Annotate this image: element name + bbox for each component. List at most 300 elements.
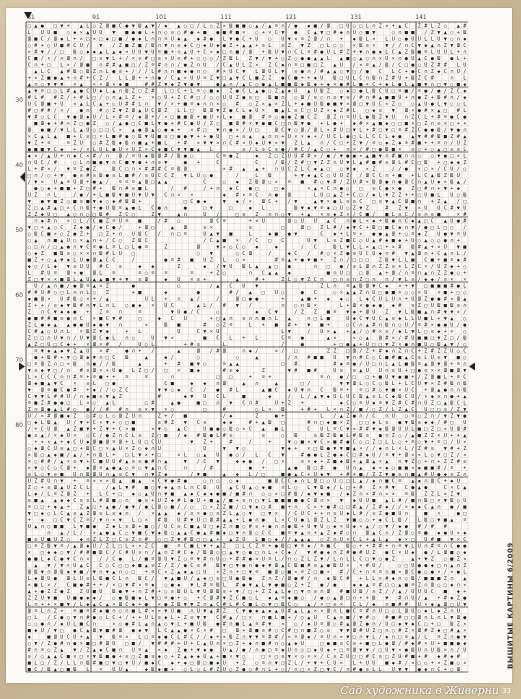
stitch-symbol: +: [288, 504, 291, 510]
stitch-symbol: ◆: [457, 186, 461, 192]
stitch-symbol: ◆: [379, 446, 383, 452]
stitch-symbol: #: [301, 153, 305, 159]
stitch-symbol: ∩: [99, 62, 102, 68]
stitch-symbol: L: [164, 140, 167, 146]
stitch-symbol: ▲: [28, 589, 32, 595]
stitch-symbol: ≡: [398, 127, 401, 133]
stitch-symbol: ×: [294, 569, 297, 575]
stitch-symbol: C: [372, 173, 375, 179]
stitch-symbol: ≡: [379, 199, 382, 205]
stitch-symbol: □: [145, 439, 148, 445]
stitch-symbol: ▲: [34, 69, 38, 75]
stitch-symbol: □: [340, 504, 343, 510]
stitch-symbol: ■: [392, 95, 396, 101]
stitch-symbol: +: [151, 114, 154, 120]
stitch-symbol: ■: [372, 160, 376, 166]
stitch-symbol: Ш: [132, 108, 135, 114]
stitch-symbol: Z: [73, 426, 76, 432]
stitch-symbol: #: [392, 355, 396, 361]
stitch-symbol: ●: [216, 82, 220, 88]
stitch-symbol: C: [47, 446, 50, 452]
stitch-symbol: ×: [34, 153, 37, 159]
stitch-symbol: ●: [457, 127, 461, 133]
stitch-symbol: ◆: [307, 543, 311, 549]
stitch-symbol: ■: [60, 602, 64, 608]
stitch-symbol: ▲: [236, 361, 240, 367]
stitch-symbol: ◆: [333, 524, 337, 530]
stitch-symbol: /: [99, 153, 102, 159]
stitch-symbol: #: [398, 303, 402, 309]
stitch-symbol: ∩: [249, 491, 252, 497]
stitch-symbol: L: [327, 43, 330, 49]
stitch-symbol: ×: [210, 329, 213, 335]
stitch-symbol: C: [73, 498, 76, 504]
stitch-symbol: ○: [236, 251, 239, 257]
stitch-symbol: ◆: [437, 608, 441, 614]
stitch-symbol: ×: [223, 23, 226, 29]
stitch-symbol: /: [229, 491, 232, 497]
stitch-symbol: L: [47, 114, 50, 120]
stitch-symbol: L: [288, 485, 291, 491]
stitch-symbol: #: [307, 420, 311, 426]
stitch-symbol: □: [353, 374, 356, 380]
stitch-symbol: #: [145, 608, 149, 614]
stitch-symbol: ▼: [106, 420, 110, 426]
stitch-symbol: Ш: [138, 238, 141, 244]
stitch-symbol: ×: [145, 407, 148, 413]
stitch-symbol: ○: [242, 524, 245, 530]
stitch-symbol: L: [249, 322, 252, 328]
stitch-symbol: #: [216, 608, 220, 614]
stitch-symbol: /: [106, 556, 109, 562]
stitch-symbol: ∩: [151, 36, 154, 42]
stitch-symbol: C: [41, 426, 44, 432]
stitch-symbol: +: [145, 75, 148, 81]
stitch-symbol: ■: [281, 498, 285, 504]
stitch-symbol: ●: [73, 322, 77, 328]
stitch-symbol: ▼: [307, 322, 311, 328]
stitch-symbol: □: [307, 108, 310, 114]
stitch-symbol: ∩: [379, 75, 382, 81]
stitch-symbol: +: [346, 303, 349, 309]
stitch-symbol: U: [301, 511, 304, 517]
stitch-symbol: ○: [73, 212, 76, 218]
stitch-symbol: U: [340, 270, 343, 276]
stitch-symbol: U: [424, 342, 427, 348]
stitch-symbol: /: [41, 153, 44, 159]
stitch-symbol: /: [216, 264, 219, 270]
stitch-symbol: ∩: [171, 62, 174, 68]
stitch-symbol: C: [411, 569, 414, 575]
stitch-symbol: ◆: [463, 95, 467, 101]
stitch-symbol: ▲: [424, 238, 428, 244]
stitch-symbol: ◆: [236, 179, 240, 185]
stitch-symbol: C: [41, 374, 44, 380]
stitch-symbol: ×: [99, 82, 102, 88]
stitch-symbol: ▼: [216, 459, 220, 465]
stitch-symbol: ∩: [385, 602, 388, 608]
stitch-symbol: ◆: [450, 478, 454, 484]
stitch-symbol: /: [54, 49, 57, 55]
stitch-symbol: ◆: [288, 589, 292, 595]
stitch-symbol: Ш: [431, 361, 434, 367]
stitch-symbol: ×: [314, 303, 317, 309]
stitch-symbol: ∩: [418, 179, 421, 185]
stitch-symbol: ●: [125, 121, 129, 127]
stitch-symbol: +: [262, 277, 265, 283]
stitch-symbol: C: [54, 114, 57, 120]
stitch-symbol: +: [197, 134, 200, 140]
stitch-symbol: □: [359, 186, 362, 192]
stitch-symbol: ○: [268, 537, 271, 543]
stitch-symbol: ▲: [73, 452, 77, 458]
stitch-symbol: ▲: [418, 218, 422, 224]
stitch-symbol: ▼: [145, 134, 149, 140]
stitch-symbol: L: [229, 511, 232, 517]
stitch-symbol: ○: [67, 30, 70, 36]
stitch-symbol: ▲: [301, 296, 305, 302]
stitch-symbol: ○: [450, 101, 453, 107]
stitch-symbol: ≡: [197, 88, 200, 94]
stitch-symbol: ■: [301, 563, 305, 569]
stitch-symbol: ×: [138, 582, 141, 588]
stitch-symbol: ◆: [41, 517, 45, 523]
stitch-symbol: ◆: [431, 563, 435, 569]
stitch-symbol: ▲: [418, 56, 422, 62]
stitch-symbol: Ш: [164, 517, 167, 523]
stitch-symbol: ●: [41, 23, 45, 29]
stitch-symbol: ●: [450, 114, 454, 120]
stitch-symbol: ▲: [54, 348, 58, 354]
stitch-symbol: ▼: [210, 251, 214, 257]
stitch-symbol: ▲: [288, 465, 292, 471]
stitch-symbol: U: [405, 322, 408, 328]
stitch-symbol: ▼: [34, 179, 38, 185]
stitch-symbol: ×: [398, 342, 401, 348]
stitch-symbol: +: [41, 602, 44, 608]
stitch-symbol: ▼: [112, 316, 116, 322]
stitch-symbol: U: [54, 179, 57, 185]
stitch-symbol: #: [392, 75, 396, 81]
stitch-symbol: ▼: [392, 374, 396, 380]
stitch-symbol: ≡: [145, 244, 148, 250]
stitch-symbol: U: [99, 30, 102, 36]
stitch-symbol: U: [190, 75, 193, 81]
stitch-symbol: L: [262, 407, 265, 413]
stitch-symbol: L: [184, 498, 187, 504]
stitch-symbol: /: [418, 394, 421, 400]
stitch-symbol: ∩: [34, 173, 37, 179]
stitch-symbol: #: [431, 537, 435, 543]
stitch-symbol: C: [255, 160, 258, 166]
stitch-symbol: ∩: [177, 296, 180, 302]
stitch-symbol: #: [86, 615, 90, 621]
stitch-symbol: ○: [366, 517, 369, 523]
stitch-symbol: ○: [405, 231, 408, 237]
stitch-symbol: ×: [457, 537, 460, 543]
stitch-symbol: ■: [47, 231, 51, 237]
stitch-symbol: U: [54, 335, 57, 341]
stitch-symbol: ▼: [67, 602, 71, 608]
stitch-symbol: U: [320, 329, 323, 335]
stitch-symbol: ≡: [366, 43, 369, 49]
stitch-symbol: ●: [80, 192, 84, 198]
stitch-symbol: ▼: [314, 439, 318, 445]
stitch-symbol: +: [405, 368, 408, 374]
stitch-symbol: U: [418, 602, 421, 608]
stitch-symbol: ×: [437, 244, 440, 250]
stitch-symbol: ∩: [398, 296, 401, 302]
stitch-symbol: ◆: [385, 140, 389, 146]
stitch-symbol: +: [229, 556, 232, 562]
stitch-symbol: Z: [171, 563, 174, 569]
stitch-symbol: □: [346, 270, 349, 276]
stitch-symbol: ▼: [190, 394, 194, 400]
stitch-symbol: +: [34, 439, 37, 445]
stitch-symbol: Ш: [268, 95, 271, 101]
stitch-symbol: ●: [210, 36, 214, 42]
stitch-symbol: /: [41, 173, 44, 179]
stitch-symbol: ■: [99, 459, 103, 465]
stitch-symbol: □: [431, 335, 434, 341]
stitch-symbol: Z: [223, 569, 226, 575]
stitch-symbol: ●: [249, 296, 253, 302]
stitch-symbol: /: [372, 212, 375, 218]
stitch-symbol: ≡: [132, 459, 135, 465]
stitch-symbol: ≡: [418, 322, 421, 328]
stitch-symbol: ▲: [60, 485, 64, 491]
stitch-symbol: C: [418, 127, 421, 133]
stitch-symbol: Ш: [41, 387, 44, 393]
stitch-symbol: L: [255, 69, 258, 75]
stitch-symbol: ●: [288, 114, 292, 120]
stitch-symbol: ∩: [431, 309, 434, 315]
stitch-symbol: ▼: [340, 381, 344, 387]
stitch-symbol: ▲: [327, 335, 331, 341]
stitch-symbol: ▼: [340, 153, 344, 159]
stitch-symbol: /: [171, 153, 174, 159]
stitch-symbol: ◆: [437, 329, 441, 335]
stitch-symbol: Z: [262, 368, 265, 374]
stitch-symbol: ×: [431, 166, 434, 172]
stitch-symbol: □: [119, 543, 122, 549]
stitch-symbol: ≡: [398, 88, 401, 94]
stitch-symbol: □: [67, 400, 70, 406]
stitch-symbol: ▲: [54, 498, 58, 504]
stitch-symbol: +: [268, 543, 271, 549]
stitch-symbol: ○: [444, 556, 447, 562]
stitch-symbol: ×: [99, 134, 102, 140]
stitch-symbol: ◆: [80, 537, 84, 543]
stitch-symbol: ∩: [314, 264, 317, 270]
stitch-symbol: Z: [320, 160, 323, 166]
stitch-symbol: /: [67, 452, 70, 458]
stitch-symbol: ○: [398, 563, 401, 569]
stitch-symbol: ■: [164, 49, 168, 55]
stitch-symbol: ×: [255, 218, 258, 224]
stitch-symbol: ●: [268, 524, 272, 530]
stitch-symbol: ▲: [229, 517, 233, 523]
stitch-symbol: U: [385, 88, 388, 94]
stitch-symbol: Ш: [431, 374, 434, 380]
stitch-symbol: ×: [99, 348, 102, 354]
stitch-symbol: /: [28, 179, 31, 185]
stitch-symbol: ■: [333, 420, 337, 426]
stitch-symbol: C: [216, 602, 219, 608]
stitch-symbol: ■: [125, 43, 129, 49]
stitch-symbol: U: [372, 316, 375, 322]
stitch-symbol: ◆: [86, 439, 90, 445]
stitch-symbol: ●: [353, 361, 357, 367]
stitch-symbol: ▲: [294, 608, 298, 614]
stitch-symbol: Ш: [294, 121, 297, 127]
stitch-symbol: Ш: [28, 36, 31, 42]
stitch-symbol: ●: [60, 400, 64, 406]
stitch-symbol: #: [379, 238, 383, 244]
stitch-symbol: ●: [190, 121, 194, 127]
stitch-symbol: Z: [392, 556, 395, 562]
stitch-symbol: +: [385, 270, 388, 276]
stitch-symbol: ≡: [255, 524, 258, 530]
stitch-symbol: ×: [242, 426, 245, 432]
stitch-symbol: Z: [275, 88, 278, 94]
stitch-symbol: ▲: [392, 361, 396, 367]
stitch-symbol: ▲: [60, 238, 64, 244]
stitch-symbol: U: [333, 173, 336, 179]
stitch-symbol: Ш: [106, 23, 109, 29]
stitch-symbol: Ш: [281, 160, 284, 166]
stitch-symbol: Ш: [158, 108, 161, 114]
stitch-symbol: ◆: [288, 251, 292, 257]
stitch-symbol: □: [41, 335, 44, 341]
stitch-symbol: Z: [99, 426, 102, 432]
stitch-symbol: ○: [223, 270, 226, 276]
stitch-symbol: C: [47, 309, 50, 315]
stitch-symbol: ×: [346, 212, 349, 218]
stitch-symbol: ▼: [437, 517, 441, 523]
stitch-symbol: ▲: [353, 283, 357, 289]
stitch-symbol: L: [457, 62, 460, 68]
stitch-symbol: □: [444, 452, 447, 458]
stitch-symbol: ≡: [431, 329, 434, 335]
stitch-symbol: Z: [450, 413, 453, 419]
stitch-symbol: Ш: [333, 576, 336, 582]
stitch-symbol: ○: [34, 485, 37, 491]
stitch-symbol: ◆: [151, 582, 155, 588]
stitch-symbol: Z: [327, 88, 330, 94]
stitch-symbol: □: [54, 212, 57, 218]
stitch-symbol: □: [138, 88, 141, 94]
stitch-symbol: #: [93, 413, 97, 419]
stitch-symbol: /: [398, 43, 401, 49]
stitch-symbol: ●: [119, 368, 123, 374]
stitch-symbol: L: [411, 426, 414, 432]
stitch-symbol: □: [41, 452, 44, 458]
stitch-symbol: Z: [171, 537, 174, 543]
stitch-symbol: ●: [210, 433, 214, 439]
stitch-symbol: ▼: [307, 550, 311, 556]
stitch-symbol: Ш: [210, 595, 213, 601]
stitch-symbol: U: [418, 589, 421, 595]
stitch-symbol: U: [333, 478, 336, 484]
stitch-symbol: ■: [288, 82, 292, 88]
stitch-symbol: +: [424, 387, 427, 393]
stitch-symbol: ▼: [301, 277, 305, 283]
stitch-symbol: ○: [106, 108, 109, 114]
stitch-symbol: Ш: [112, 361, 115, 367]
stitch-symbol: L: [281, 589, 284, 595]
stitch-symbol: #: [359, 95, 363, 101]
stitch-symbol: Z: [372, 166, 375, 172]
stitch-symbol: +: [437, 459, 440, 465]
stitch-symbol: #: [34, 114, 38, 120]
stitch-symbol: C: [145, 231, 148, 237]
stitch-symbol: ▲: [99, 101, 103, 107]
stitch-symbol: ●: [288, 524, 292, 530]
stitch-symbol: C: [236, 108, 239, 114]
stitch-symbol: #: [47, 413, 51, 419]
stitch-symbol: #: [177, 257, 181, 263]
stitch-symbol: ∩: [385, 153, 388, 159]
stitch-symbol: Z: [444, 576, 447, 582]
stitch-symbol: □: [457, 290, 460, 296]
stitch-symbol: ∩: [437, 43, 440, 49]
stitch-symbol: Z: [431, 491, 434, 497]
stitch-symbol: ●: [301, 342, 305, 348]
stitch-symbol: ▼: [444, 413, 448, 419]
stitch-symbol: ▼: [164, 43, 168, 49]
stitch-symbol: ■: [275, 322, 279, 328]
stitch-symbol: ◆: [431, 394, 435, 400]
stitch-symbol: ◆: [398, 329, 402, 335]
stitch-symbol: ○: [379, 381, 382, 387]
stitch-symbol: ∩: [398, 218, 401, 224]
stitch-symbol: ×: [86, 251, 89, 257]
stitch-symbol: ▲: [379, 95, 383, 101]
stitch-symbol: ∩: [158, 30, 161, 36]
stitch-symbol: ◆: [327, 485, 331, 491]
stitch-symbol: ◆: [431, 602, 435, 608]
stitch-symbol: +: [41, 62, 44, 68]
stitch-symbol: C: [73, 439, 76, 445]
stitch-symbol: □: [327, 264, 330, 270]
stitch-symbol: C: [125, 212, 128, 218]
stitch-symbol: U: [431, 472, 434, 478]
stitch-symbol: ▲: [359, 478, 363, 484]
stitch-symbol: ×: [359, 62, 362, 68]
stitch-symbol: /: [106, 387, 109, 393]
stitch-symbol: □: [60, 290, 63, 296]
stitch-symbol: Z: [437, 23, 440, 29]
stitch-symbol: Z: [333, 348, 336, 354]
stitch-symbol: +: [314, 134, 317, 140]
stitch-symbol: U: [119, 251, 122, 257]
stitch-symbol: ▲: [158, 550, 162, 556]
stitch-symbol: ▼: [125, 589, 129, 595]
stitch-symbol: U: [177, 517, 180, 523]
stitch-symbol: Ш: [119, 602, 122, 608]
stitch-symbol: U: [229, 69, 232, 75]
stitch-symbol: ∩: [164, 205, 167, 211]
stitch-symbol: #: [437, 114, 441, 120]
stitch-symbol: ●: [138, 127, 142, 133]
stitch-symbol: ○: [418, 459, 421, 465]
stitch-symbol: C: [28, 394, 31, 400]
stitch-symbol: #: [80, 303, 84, 309]
stitch-symbol: ■: [431, 257, 435, 263]
stitch-symbol: L: [385, 361, 388, 367]
stitch-symbol: C: [86, 563, 89, 569]
